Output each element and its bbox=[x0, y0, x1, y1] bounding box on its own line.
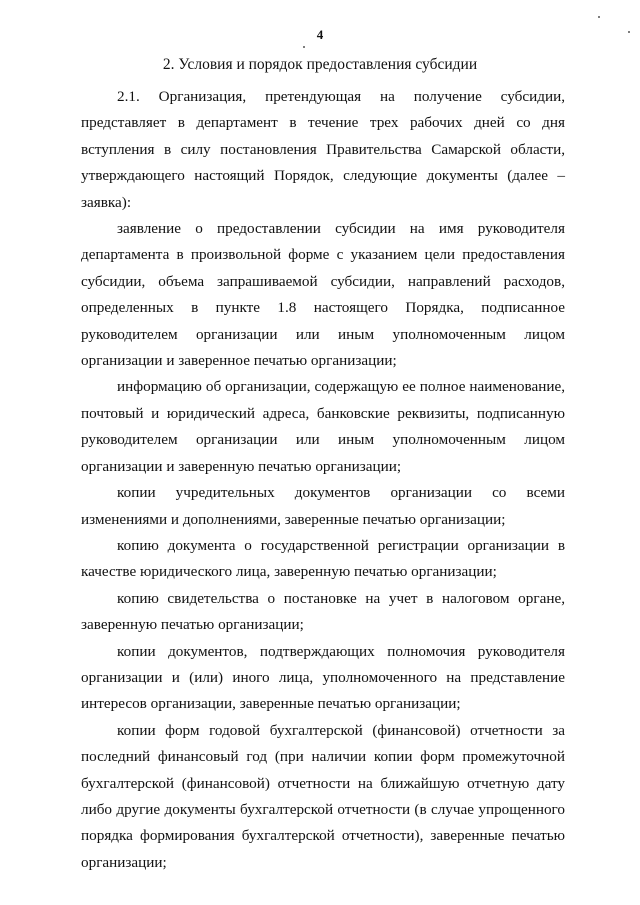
scan-speck bbox=[303, 46, 305, 48]
paragraph-tax-certificate: копию свидетельства о постановке на учет в налоговом органе, заверенную печатью организации; bbox=[81, 589, 565, 634]
page-number: 4 bbox=[316, 27, 324, 42]
paragraph-financial-statements: копии форм годовой бухгалтерской (финансовой) отчетности за последний финансовый год (при наличии копии форм промежуточной бухгалтерской (финансовой) отчетности на ближайшую отчетную дату либо другие документы бухгалтерской отчетности (в случае упрощенного порядка формирования бухгалтерской отчетности), заверенные печатью организации; bbox=[81, 721, 565, 871]
paragraph-registration-document: копию документа о государственной регистрации организации в качестве юридического лица, заверенную печатью организации; bbox=[81, 536, 565, 581]
paragraph-application: заявление о предоставлении субсидии на имя руководителя департамента в произвольной форме с указанием цели предоставления субсидии, объема запрашиваемой субсидии, направлений расходов, определенных в пункте 1.8 настоящего Порядка, подписанное руководителем организации или иным уполномоченным лицом организации и заверенное печатью организации; bbox=[81, 220, 565, 370]
document-body bbox=[81, 84, 565, 876]
paragraph-founding-documents: копии учредительных документов организации со всеми изменениями и дополнениями, заверенные печатью организации; bbox=[81, 484, 565, 528]
paragraph-2-1: 2.1. Организация, претендующая на получение субсидии, представляет в департамент в течение трех рабочих дней со дня вступления в силу постановления Правительства Самарской области, утверждающего настоящий Порядок, следующие документы (далее – заявка): bbox=[81, 88, 565, 211]
scan-speck bbox=[628, 31, 630, 33]
section-title: 2. Условия и порядок предоставления субсидии bbox=[162, 56, 478, 73]
paragraph-authority-documents: копии документов, подтверждающих полномочия руководителя организации и (или) иного лица, уполномоченного на представление интересов организации, заверенные печатью организации; bbox=[81, 642, 565, 713]
paragraph-organization-info: информацию об организации, содержащую ее полное наименование, почтовый и юридический адреса, банковские реквизиты, подписанную руководителем организации или иным уполномоченным лицом организации и заверенную печатью организации; bbox=[81, 378, 565, 475]
scan-speck bbox=[598, 16, 600, 18]
